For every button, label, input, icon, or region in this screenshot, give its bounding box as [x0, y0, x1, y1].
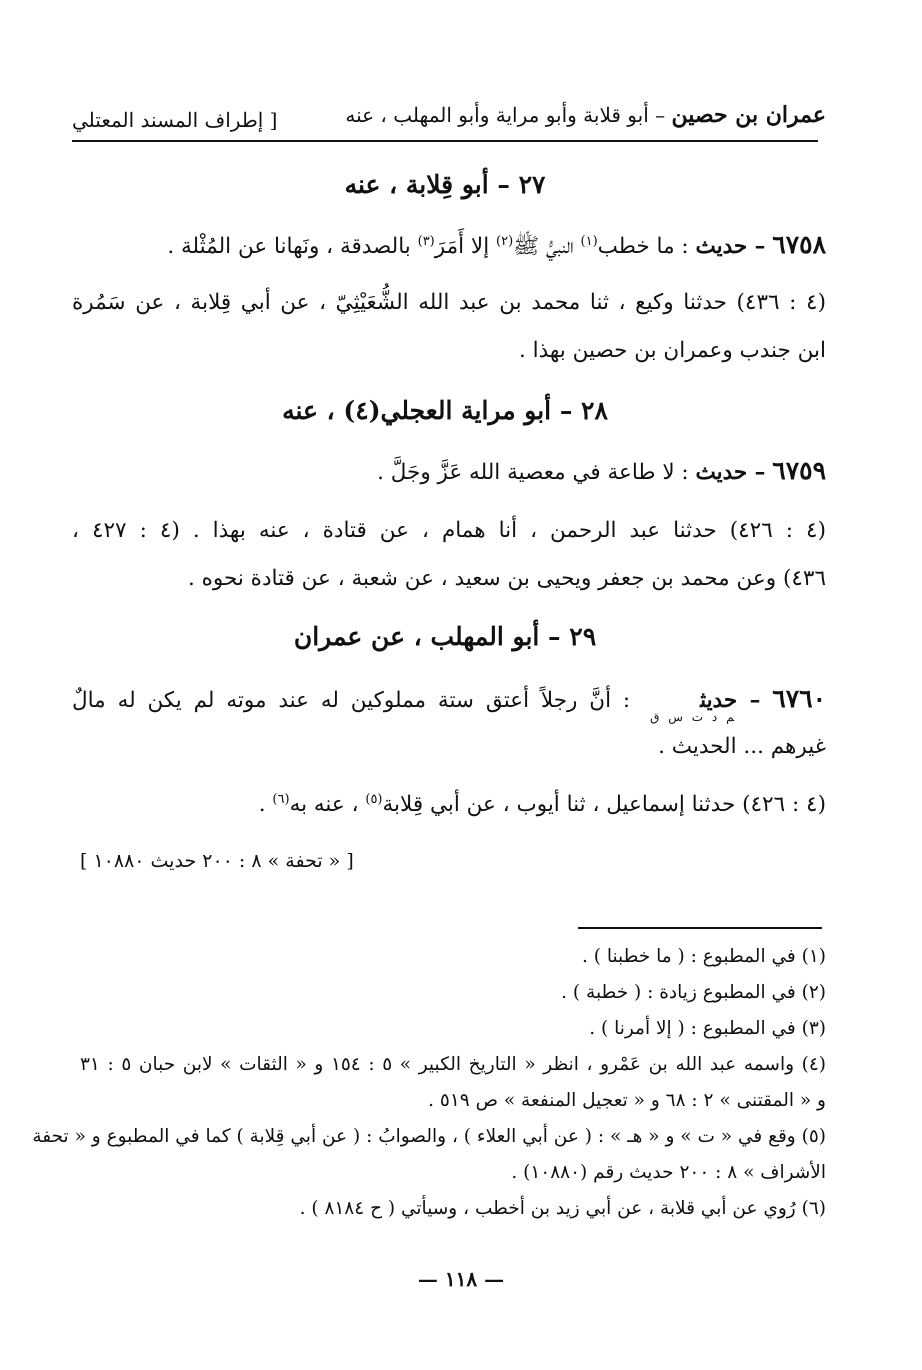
running-header-title — [345, 102, 826, 128]
isnad-text: ، عنه به — [289, 792, 366, 818]
hadith-text: إلا أَمَرَ — [434, 234, 497, 259]
footnote-6: (٦) رُوي عن أبي قلابة ، عن أبي زيد بن أخطب ، وسيأتي ( ح ٨١٨٤ ) . — [299, 1198, 826, 1219]
section-title-27: ٢٧ – أبو قِلابة ، عنه — [344, 170, 546, 199]
section-title-29: ٢٩ – أبو المهلب ، عن عمران — [293, 622, 597, 651]
isnad-text: . — [258, 792, 273, 818]
collection-sigla: م د ت س ق — [650, 710, 735, 724]
hadith-number: ٦٧٥٨ — [772, 230, 826, 259]
hadith-6760-line1 — [72, 684, 826, 724]
header-narrator-name: عمران بن حصين — [671, 102, 826, 128]
hadith-6759 — [377, 456, 826, 485]
footnote-5-line2: الأشراف » ٨ : ٢٠٠ حديث رقم (١٠٨٨٠) . — [511, 1162, 826, 1183]
hadith-text: : لا طاعة في معصية الله عَزَّ وجَلَّ . — [377, 460, 696, 485]
hadith-6760-line2: غيرهم ... الحديث . — [658, 734, 826, 759]
footnote-3: (٣) في المطبوع : ( إلا أمرنا ) . — [589, 1018, 826, 1039]
footnote-ref-6: (٦) — [272, 792, 290, 807]
hadith-number: ٦٧٥٩ — [772, 456, 826, 485]
hadith-text: : ما خطب — [597, 234, 696, 259]
hadith-text: : أنَّ رجلاً أعتق ستة مملوكين له عند موته لم يكن له مالٌ — [72, 688, 643, 713]
footnote-ref-2: (٢) — [496, 233, 514, 249]
header-subtitle: – أبو قلابة وأبو مراية وأبو المهلب ، عنه — [345, 103, 672, 127]
isnad-6758-line2: ابن جندب وعمران بن حصين بهذا . — [518, 338, 826, 363]
isnad-text: (٤ : ٤٢٦) حدثنا إسماعيل ، ثنا أيوب ، عن أبي قِلابة — [382, 792, 826, 818]
isnad-6760 — [259, 792, 826, 817]
hadith-text: بالصدقة ، ونَهانا عن المُثْلة . — [167, 234, 418, 259]
isnad-6758-line1: (٤ : ٤٣٦) حدثنا وكيع ، ثنا محمد بن عبد الله الشُّعَيْثِيّ ، عن أبي قِلابة ، عن سَمُرة — [72, 290, 826, 315]
footnote-4-line2: و « المقتنى » ٢ : ٦٨ و « تعجيل المنفعة » ص ٥١٩ . — [428, 1090, 826, 1111]
hadith-label: – حديث — [695, 234, 766, 259]
header-divider — [72, 140, 818, 142]
section-title-28: ٢٨ – أبو مراية العجلي(٤) ، عنه — [282, 396, 608, 425]
footnote-divider — [578, 927, 822, 929]
tuhfa-reference: [ « تحفة » ٨ : ٢٠٠ حديث ١٠٨٨٠ ] — [80, 850, 354, 872]
footnote-4-line1: (٤) واسمه عبد الله بن عَمْرو ، انظر « التاريخ الكبير » ٥ : ١٥٤ و « الثقات » لابن حبان ٥ : ٣١ — [80, 1054, 826, 1075]
footnote-2: (٢) في المطبوع زيادة : ( خطبة ) . — [561, 982, 826, 1003]
isnad-6759-line1: (٤ : ٤٢٦) حدثنا عبد الرحمن ، أنا همام ، عن قتادة ، عنه بهذا . (٤ : ٤٢٧ ، — [72, 518, 826, 543]
hadith-text: النبيُّ ﷺ — [513, 234, 581, 259]
hadith-number: ٦٧٦٠ — [772, 684, 826, 713]
footnote-5-line1: (٥) وقع في « ت » و « هـ » : ( عن أبي العلاء ) ، والصوابُ : ( عن أبي قِلابة ) كما في المطبوع و « تحفة — [32, 1126, 826, 1147]
footnote-ref-5: (٥) — [365, 792, 383, 807]
footnote-1: (١) في المطبوع : ( ما خطبنا ) . — [581, 946, 826, 967]
running-header-book: [ إطراف المسند المعتلي — [72, 108, 278, 132]
page-number: — ١١٨ — — [417, 1267, 505, 1291]
hadith-label: – حديث — [700, 688, 761, 713]
isnad-6759-line2: ٤٣٦) وعن محمد بن جعفر ويحيى بن سعيد ، عن شعبة ، عن قتادة نحوه . — [187, 566, 826, 591]
footnote-ref-3: (٣) — [417, 233, 435, 249]
footnote-ref-1: (١) — [580, 233, 598, 249]
hadith-label: – حديث — [695, 460, 766, 485]
hadith-6758 — [167, 230, 826, 264]
